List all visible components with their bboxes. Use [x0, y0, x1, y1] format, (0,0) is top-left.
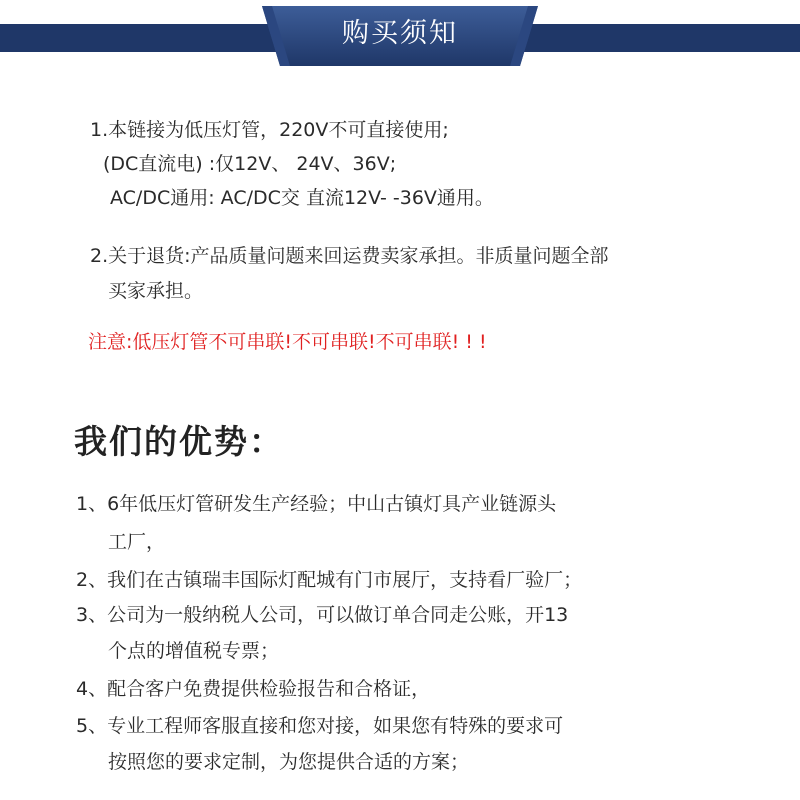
advantage-item-1-line-2: 工厂， [108, 531, 166, 553]
notice-item-1-line-1: 1.本链接为低压灯管，220V不可直接使用; [90, 119, 449, 141]
advantage-item-2-line-1: 2、我们在古镇瑞丰国际灯配城有门市展厅，支持看厂验厂； [76, 569, 583, 591]
warning-text: 注意:低压灯管不可串联!不可串联!不可串联! ! ! [88, 331, 487, 353]
advantage-item-1-line-1: 1、6年低压灯管研发生产经验；中山古镇灯具产业链源头 [76, 493, 557, 515]
notice-item-1-line-2: (DC直流电) :仅12V、 24V、36V; [103, 153, 397, 175]
advantage-item-5-line-2: 按照您的要求定制，为您提供合适的方案； [108, 751, 470, 773]
advantages-heading: 我们的优势： [74, 422, 284, 461]
page-title: 购买须知 [342, 18, 458, 49]
advantage-item-4-line-1: 4、配合客户免费提供检验报告和合格证， [76, 678, 431, 700]
advantage-item-3-line-2: 个点的增值税专票； [108, 640, 280, 662]
notice-item-1-line-3: AC/DC通用: AC/DC交 直流12V- -36V通用。 [110, 187, 494, 209]
advantage-item-3-line-1: 3、公司为一般纳税人公司，可以做订单合同走公账，开13 [76, 604, 569, 626]
notice-item-2-line-1: 2.关于退货:产品质量问题来回运费卖家承担。非质量问题全部 [90, 245, 609, 267]
advantage-item-5-line-1: 5、专业工程师客服直接和您对接，如果您有特殊的要求可 [76, 715, 564, 737]
header-banner [0, 0, 800, 72]
notice-item-2-line-2: 买家承担。 [108, 280, 204, 302]
